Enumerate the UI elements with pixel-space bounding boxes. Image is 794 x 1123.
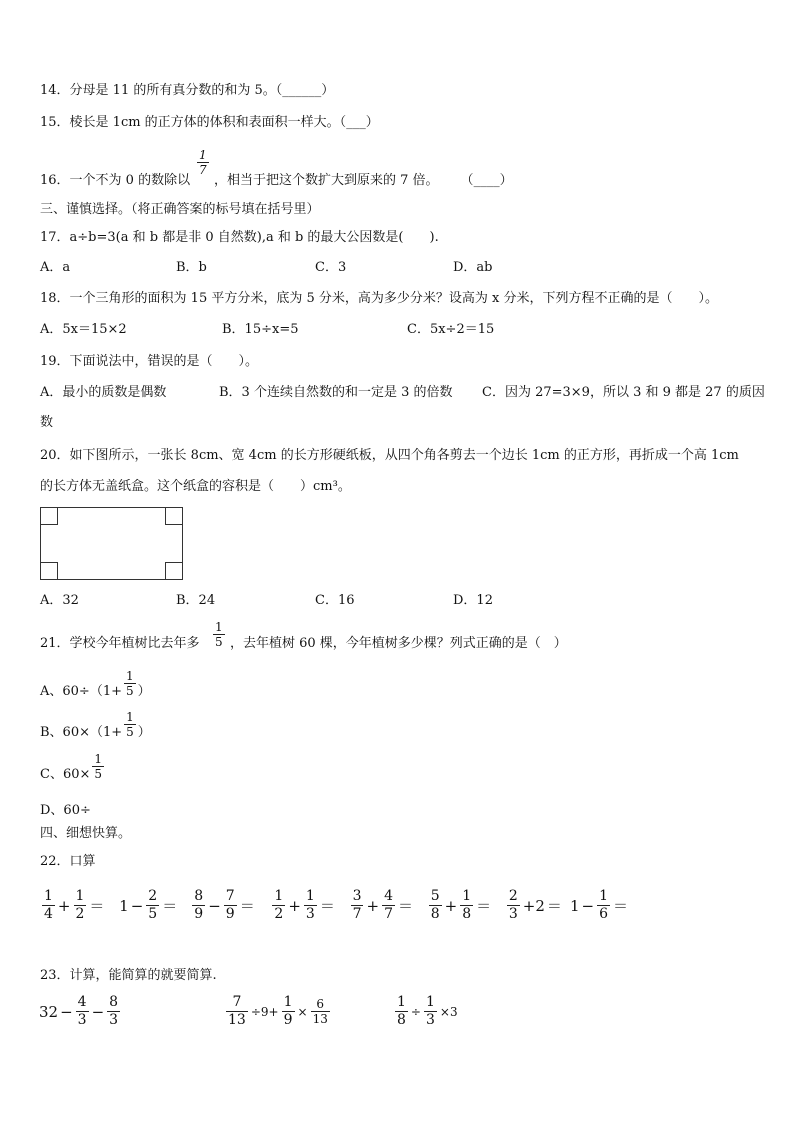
question-15: 15．棱长是 1cm 的正方体的体积和表面积一样大。（___） [40, 115, 379, 130]
mental-math-item: $\frac{5}{8}$ + $\frac{1}{8}$ ＝ [430, 888, 492, 922]
question-19-stem: 19．下面说法中，错误的是（ ）。 [40, 354, 259, 369]
question-17-stem: 17．a÷b=3(a 和 b 都是非 0 自然数),a 和 b 的最大公因数是( ). [40, 230, 439, 245]
cardboard-rectangle [40, 507, 183, 580]
fraction-1-5: $\frac{1}{5}$ [94, 752, 103, 781]
question-21-stem-pre: 21．学校今年植树比去年多 [40, 636, 200, 651]
calc-expression-2: $\frac{7}{13}$ ÷9+ $\frac{1}{9}$ × $\frac{6}{13}$ [228, 994, 328, 1028]
q21-option-d[interactable]: D、60÷ [40, 803, 91, 818]
calc-expression-1: 32 − $\frac{4}{3}$ − $\frac{8}{3}$ [39, 994, 119, 1028]
q19-option-a[interactable]: A．最小的质数是偶数 [40, 385, 167, 400]
answer-blank[interactable]: ____ [473, 173, 500, 188]
question-16-text: 16．一个不为 0 的数除以 [40, 173, 191, 188]
q17-option-c[interactable]: C．3 [315, 260, 347, 275]
section-4-heading: 四、细想快算。 [40, 826, 132, 841]
question-18-stem: 18．一个三角形的面积为 15 平方分米，底为 5 分米，高为多少分米？设高为 x 分米，下列方程不正确的是（ ）。 [40, 291, 718, 306]
question-22-title: 22．口算 [40, 854, 96, 869]
question-14: 14．分母是 11 的所有真分数的和为 5。（______） [40, 83, 335, 98]
calc-expression-3: $\frac{1}{8}$ ÷ $\frac{1}{3}$ ×3 [397, 994, 458, 1028]
cardboard-diagram [40, 507, 183, 580]
section-3-heading: 三、谨慎选择。（将正确答案的标号填在括号里） [40, 202, 320, 217]
q20-option-c[interactable]: C．16 [315, 593, 355, 608]
answer-blank[interactable]: ___ [346, 115, 366, 130]
corner-square-top-right [165, 507, 183, 525]
q17-option-a[interactable]: A．a [40, 260, 71, 275]
mental-math-item: $\frac{1}{4}$ + $\frac{1}{2}$ ＝ [44, 888, 105, 922]
q18-option-a[interactable]: A．5x＝15×2 [40, 322, 127, 337]
question-15-text: 15．棱长是 1cm 的正方体的体积和表面积一样大。（ [40, 115, 347, 130]
answer-blank[interactable]: ______ [282, 83, 322, 98]
mental-math-item: $\frac{2}{3}$ +2 ＝ [508, 888, 562, 922]
question-16-cont: ，相当于把这个数扩大到原来的 7 倍。 （____） [214, 173, 513, 188]
q21-option-b[interactable]: B、60×（1+ $\frac{1}{5}$ ） [40, 710, 151, 740]
q18-option-b[interactable]: B．15÷x=5 [222, 322, 299, 337]
question-14-text: 14．分母是 11 的所有真分数的和为 5。（ [40, 83, 283, 98]
q18-option-c[interactable]: C．5x÷2＝15 [407, 322, 495, 337]
mental-math-item: $\frac{8}{9}$ − $\frac{7}{9}$ ＝ [194, 888, 255, 922]
mental-math-item: $\frac{1}{2}$ + $\frac{1}{3}$ ＝ [274, 888, 335, 922]
question-23-title: 23．计算，能简算的就要简算. [40, 968, 217, 983]
mental-math-item: 1 − $\frac{2}{5}$ ＝ [119, 888, 178, 922]
q20-option-b[interactable]: B．24 [176, 593, 216, 608]
corner-square-bottom-right [165, 562, 183, 580]
q21-option-c[interactable]: C、60× $\frac{1}{5}$ [40, 752, 103, 782]
q19-option-c[interactable]: C．因为 27=3×9，所以 3 和 9 都是 27 的质因 [482, 385, 765, 400]
corner-square-bottom-left [40, 562, 58, 580]
fraction-1-7: 1 7 [199, 148, 207, 177]
q17-option-b[interactable]: B．b [176, 260, 207, 275]
question-20-line2: 的长方体无盖纸盒。这个纸盒的容积是（ ）cm³。 [40, 479, 351, 494]
q19-option-b[interactable]: B．3 个连续自然数的和一定是 3 的倍数 [219, 385, 453, 400]
q19-option-c-wrap: 数 [40, 415, 54, 430]
q20-option-d[interactable]: D．12 [453, 593, 493, 608]
q21-option-a[interactable]: A、60÷（1+ $\frac{1}{5}$ ） [40, 669, 151, 699]
mental-math-item: $\frac{3}{7}$ + $\frac{4}{7}$ ＝ [352, 888, 413, 922]
mental-math-row [40, 888, 633, 923]
question-20-line1: 20．如下图所示，一张长 8cm、宽 4cm 的长方形硬纸板，从四个角各剪去一个边长 1cm 的正方形，再折成一个高 1cm [40, 448, 739, 463]
q17-option-d[interactable]: D．ab [453, 260, 493, 275]
q20-option-a[interactable]: A．32 [40, 593, 79, 608]
fraction-1-5: 1 5 [215, 620, 223, 649]
question-16 [40, 172, 190, 190]
fraction-1-5: $\frac{1}{5}$ [126, 710, 134, 739]
fraction-1-5: $\frac{1}{5}$ [126, 669, 134, 698]
corner-square-top-left [40, 507, 58, 525]
question-21-stem-post: ，去年植树 60 棵，今年植树多少棵？列式正确的是（ ） [230, 636, 567, 651]
mental-math-item: 1 − $\frac{1}{6}$ ＝ [569, 888, 629, 922]
